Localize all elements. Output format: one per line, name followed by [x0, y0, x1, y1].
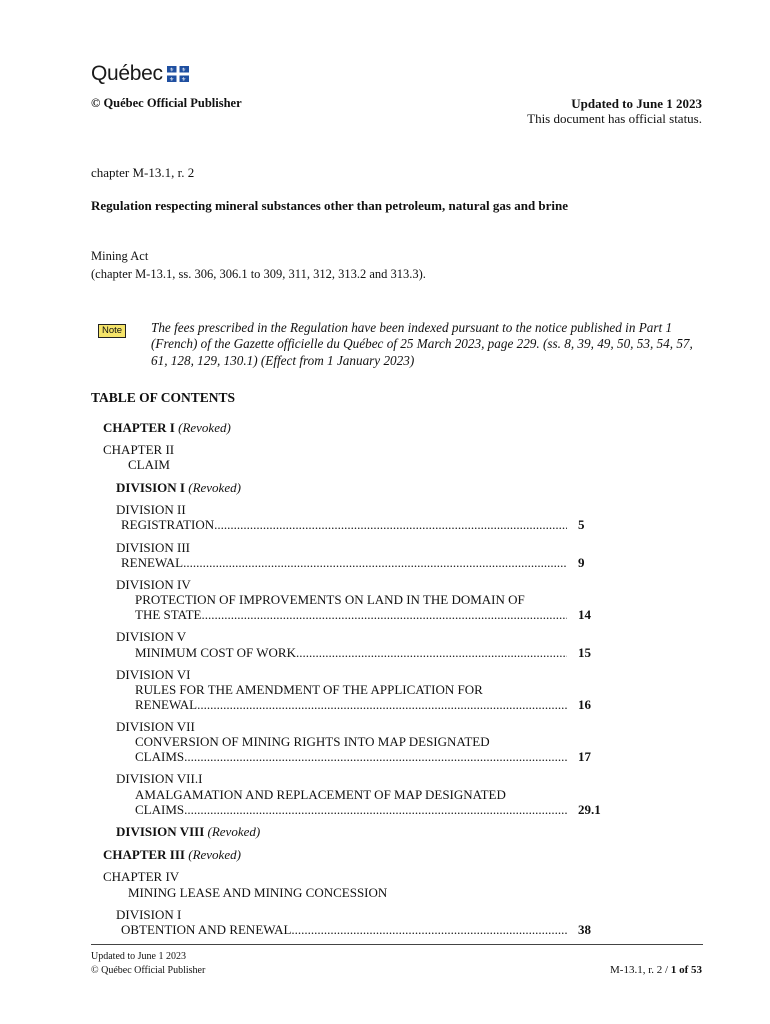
toc-label: DIVISION VIII	[116, 824, 205, 839]
toc-chapter-2-label[interactable]: CHAPTER II	[103, 442, 175, 457]
toc-division-2-label[interactable]: DIVISION II	[116, 502, 186, 517]
toc-leader-dots	[214, 517, 567, 532]
toc-entry-title: REGISTRATION	[121, 517, 215, 532]
svg-text:⚜: ⚜	[180, 77, 186, 82]
svg-text:⚜: ⚜	[168, 77, 174, 82]
toc-division-8[interactable]	[116, 824, 260, 839]
toc-ch4-division-1-entry[interactable]	[121, 922, 567, 937]
toc-ch4-division-1-label[interactable]: DIVISION I	[116, 907, 182, 922]
toc-page-number: 5	[578, 517, 585, 532]
toc-leader-dots	[201, 607, 567, 622]
footer-updated: Updated to June 1 2023	[91, 951, 186, 962]
publisher-notice: © Québec Official Publisher	[91, 96, 242, 110]
toc-leader-dots	[184, 802, 567, 817]
toc-division-7-title-line1[interactable]: CONVERSION OF MINING RIGHTS INTO MAP DESIGNATED	[135, 734, 490, 749]
quebec-logo	[91, 62, 189, 86]
note-icon: Note	[98, 324, 126, 338]
footer-page-count: 1 of 53	[670, 964, 702, 976]
toc-chapter-1[interactable]	[103, 420, 231, 435]
quebec-flag-icon	[167, 66, 189, 82]
footer-page-indicator	[610, 964, 702, 976]
toc-division-2-entry[interactable]	[121, 517, 567, 532]
toc-chapter-4-label[interactable]: CHAPTER IV	[103, 869, 180, 884]
toc-leader-dots	[296, 645, 567, 660]
logo-text: Québec	[91, 62, 163, 85]
toc-label: CHAPTER I	[103, 420, 175, 435]
toc-page-number: 17	[578, 749, 591, 764]
toc-title: TABLE OF CONTENTS	[91, 390, 236, 405]
toc-page-number: 15	[578, 645, 591, 660]
toc-division-3-label[interactable]: DIVISION III	[116, 540, 191, 555]
chapter-reference: chapter M-13.1, r. 2	[91, 165, 195, 180]
toc-page-number: 38	[578, 922, 591, 937]
footer-doc-ref: M-13.1, r. 2 /	[610, 964, 671, 976]
toc-chapter-4-title[interactable]: MINING LEASE AND MINING CONCESSION	[128, 885, 388, 900]
footer-divider	[91, 944, 703, 945]
toc-division-7-1-label[interactable]: DIVISION VII.I	[116, 771, 203, 786]
toc-leader-dots	[291, 922, 567, 937]
toc-division-6-title-line1[interactable]: RULES FOR THE AMENDMENT OF THE APPLICATION FOR	[135, 682, 483, 697]
toc-division-4-entry[interactable]	[135, 607, 567, 622]
toc-division-7-1-title-line1[interactable]: AMALGAMATION AND REPLACEMENT OF MAP DESIGNATED	[135, 787, 506, 802]
toc-entry-title: CLAIMS	[135, 802, 185, 817]
act-sections: (chapter M-13.1, ss. 306, 306.1 to 309, 311, 312, 313.2 and 313.3).	[91, 267, 426, 281]
toc-division-6-label[interactable]: DIVISION VI	[116, 667, 191, 682]
toc-page-number: 9	[578, 555, 585, 570]
official-status: This document has official status.	[527, 111, 702, 126]
toc-status: (Revoked)	[188, 847, 241, 862]
toc-page-number: 16	[578, 697, 591, 712]
toc-leader-dots	[184, 749, 567, 764]
toc-division-7-1-entry[interactable]	[135, 802, 567, 817]
toc-leader-dots	[183, 555, 567, 570]
toc-division-5-entry[interactable]	[135, 645, 567, 660]
toc-status: (Revoked)	[188, 480, 241, 495]
toc-division-6-entry[interactable]	[135, 697, 567, 712]
toc-chapter-3[interactable]	[103, 847, 241, 862]
toc-status: (Revoked)	[178, 420, 231, 435]
toc-division-1[interactable]	[116, 480, 241, 495]
toc-entry-title: CLAIMS	[135, 749, 185, 764]
toc-division-3-entry[interactable]	[121, 555, 567, 570]
toc-page-number: 29.1	[578, 802, 601, 817]
updated-date: Updated to June 1 2023	[571, 96, 702, 111]
toc-entry-title: THE STATE	[135, 607, 202, 622]
note-text: The fees prescribed in the Regulation have been indexed pursuant to the notice published in Part 1 (French) of the Gazette officielle du Québec of 25 March 2023, page 229. (ss. 8, 39, 49, 50, 53, 54, 57, 61, 128, 129, 130.1) (Effect from 1 January 2023)	[151, 320, 693, 368]
toc-entry-title: MINIMUM COST OF WORK	[135, 645, 296, 660]
toc-division-4-label[interactable]: DIVISION IV	[116, 577, 191, 592]
toc-entry-title: RENEWAL	[135, 697, 198, 712]
toc-division-4-title-line1[interactable]: PROTECTION OF IMPROVEMENTS ON LAND IN THE DOMAIN OF	[135, 592, 525, 607]
toc-leader-dots	[197, 697, 567, 712]
toc-division-5-label[interactable]: DIVISION V	[116, 629, 187, 644]
toc-division-7-label[interactable]: DIVISION VII	[116, 719, 195, 734]
toc-page-number: 14	[578, 607, 591, 622]
regulation-title: Regulation respecting mineral substances other than petroleum, natural gas and brine	[91, 198, 569, 213]
toc-division-7-entry[interactable]	[135, 749, 567, 764]
toc-entry-title: OBTENTION AND RENEWAL	[121, 922, 292, 937]
toc-status: (Revoked)	[207, 824, 261, 839]
svg-text:⚜: ⚜	[168, 67, 174, 74]
toc-label: DIVISION I	[116, 480, 185, 495]
footer-publisher: © Québec Official Publisher	[91, 965, 206, 976]
act-name: Mining Act	[91, 249, 149, 263]
toc-chapter-2-title[interactable]: CLAIM	[128, 457, 170, 472]
toc-entry-title: RENEWAL	[121, 555, 184, 570]
svg-text:⚜: ⚜	[180, 67, 186, 74]
toc-label: CHAPTER III	[103, 847, 185, 862]
